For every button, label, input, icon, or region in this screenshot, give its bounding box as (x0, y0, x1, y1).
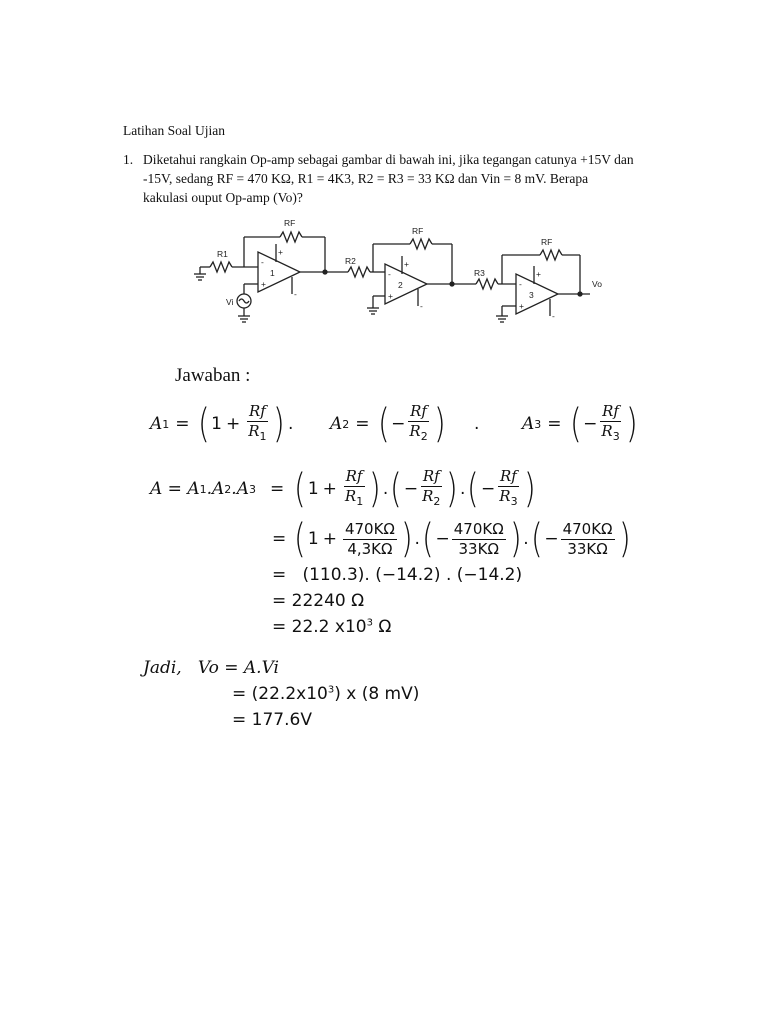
resistor-rf-1 (280, 232, 302, 242)
resistor-r3 (476, 279, 498, 289)
conclusion-line: Jadi, Vo = A.Vi (143, 658, 279, 678)
label-vi: Vi (226, 297, 234, 307)
label-amp1-vplus: + (278, 247, 283, 257)
label-r1: R1 (217, 249, 228, 259)
label-rf-2: RF (412, 226, 424, 236)
question-line-1: Diketahui rangkain Op-amp sebagai gambar di bawah ini, jika tegangan catunya +15V dan (143, 152, 634, 167)
label-amp3-vplus: + (536, 269, 541, 279)
label-amp1-vminus: - (294, 289, 297, 299)
label-amp2-vplus: + (404, 259, 409, 269)
resistor-r1 (210, 262, 232, 272)
question-line-2: -15V, sedang RF = 470 KΩ, R1 = 4K3, R2 = R3 = 33 KΩ dan Vin = 8 mV. Berapa (143, 171, 589, 186)
label-vo: Vo (592, 279, 602, 289)
label-rf-1: RF (284, 218, 296, 228)
page-heading: Latihan Soal Ujian (123, 123, 225, 138)
label-r3: R3 (474, 268, 485, 278)
gain-result-scientific: = 22.2 $x10^3$ Ω (272, 617, 392, 637)
label-amp2-minus: - (388, 269, 391, 279)
opamp-circuit-diagram (180, 212, 620, 337)
output-step-1: = $(22.2x10^3)$ x (8 mV) (232, 684, 420, 704)
label-amp1-plus: + (261, 279, 266, 289)
separator-dot-2: . (474, 414, 480, 434)
label-amp3-plus: + (519, 301, 524, 311)
answer-title: Jawaban : (175, 365, 251, 386)
label-rf-3: RF (541, 237, 553, 247)
label-amp3-vminus: - (552, 311, 555, 321)
label-amp-3: 3 (529, 290, 534, 300)
separator-dot-1: . (288, 414, 294, 434)
label-amp-1: 1 (270, 268, 275, 278)
total-gain-formula: A = A 1 .A 2 .A 3 = ( 1 + $\frac{Rf}{R_1}$ ) . ( − $\frac{Rf}{R_2}$ ) . ( − $\frac{Rf}{R_3}$ ) (150, 466, 536, 512)
label-amp3-minus: - (519, 279, 522, 289)
label-r2: R2 (345, 256, 356, 266)
substitution-step: = ( 1 + $\frac{470K\Omega}{4,3K\Omega}$ ) . ( − $\frac{470K\Omega}{33K\Omega}$ ) . ( − $\frac{470K\Omega}{33K\Omega}$ ) (272, 516, 631, 562)
output-result: = 177.6V (232, 710, 312, 730)
numeric-step: = (110.3). (−14.2) . (−14.2) (272, 565, 523, 585)
label-amp2-plus: + (388, 291, 393, 301)
question-line-3: kakulasi ouput Op-amp (Vo)? (143, 190, 303, 205)
resistor-r2 (348, 267, 370, 277)
label-amp2-vminus: - (420, 301, 423, 311)
gain-a1-formula: A 1 = ( 1 + $\frac{Rf}{R_1}$ ) (150, 401, 285, 447)
question-number: 1. (123, 152, 134, 167)
resistor-rf-2 (410, 239, 432, 249)
gain-a2-formula: A 2 = ( − $\frac{Rf}{R_2}$ ) (330, 401, 446, 447)
gain-a3-formula: A 3 = ( − $\frac{Rf}{R_3}$ ) (522, 401, 638, 447)
resistor-rf-3 (540, 250, 562, 260)
label-amp-2: 2 (398, 280, 403, 290)
label-amp1-minus: - (261, 257, 264, 267)
gain-result: = 22240 Ω (272, 591, 365, 611)
